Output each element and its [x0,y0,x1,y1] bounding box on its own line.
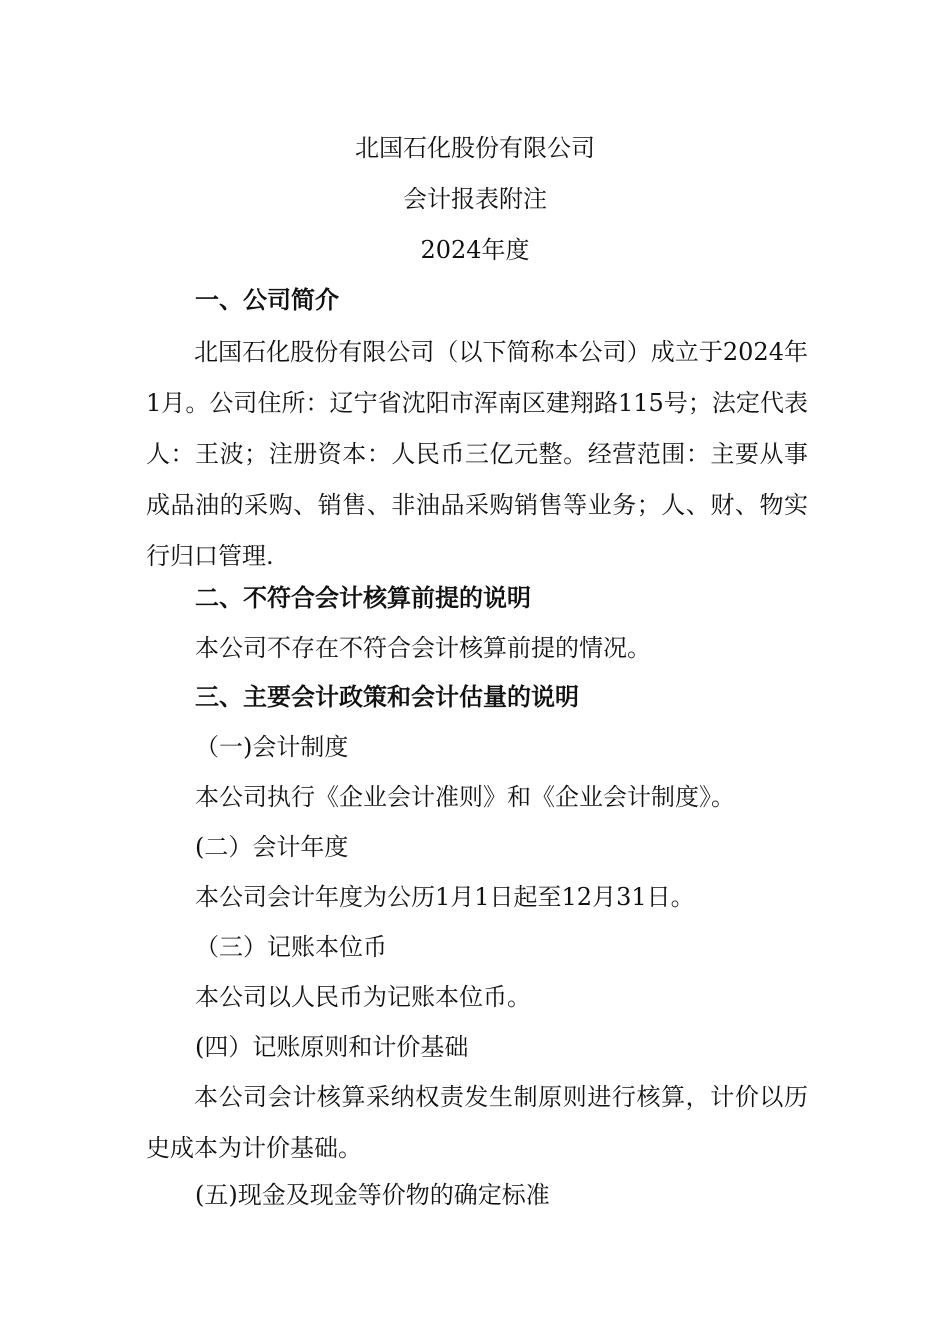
subsection-3-body: 本公司以人民币为记账本位币。 [195,983,531,1011]
section-1-body: 北国石化股份有限公司（以下简称本公司）成立于2024年1月。公司住所：辽宁省沈阳市浑南区建翔路115号；法定代表人：王波；注册资本：人民币三亿元整。经营范围：主要从事成品油的采购、销售、非油品采购销售等业务；人、财、物实行归口管理. [146,338,808,570]
subsection-1-heading: （一)会计制度 [195,733,349,761]
section-1-heading: 一、公司简介 [195,286,339,314]
subsection-4-heading: (四）记账原则和计价基础 [195,1033,469,1061]
company-name: 北国石化股份有限公司 [355,134,595,162]
subsection-2-heading: (二）会计年度 [195,833,349,861]
section-2-body: 本公司不存在不符合会计核算前提的情况。 [195,634,651,662]
report-year: 2024年度 [420,236,530,264]
document-title: 会计报表附注 [403,185,547,213]
subsection-3-heading: （三）记账本位币 [195,933,387,961]
subsection-2-body: 本公司会计年度为公历1月1日起至12月31日。 [195,883,695,911]
subsection-4-body: 本公司会计核算采纳权责发生制原则进行核算，计价以历史成本为计价基础。 [146,1083,808,1162]
section-3-heading: 三、主要会计政策和会计估量的说明 [195,683,579,711]
section-2-heading: 二、不符合会计核算前提的说明 [195,584,531,612]
subsection-1-body: 本公司执行《企业会计准则》和《企业会计制度》。 [195,783,735,811]
subsection-5-heading: (五)现金及现金等价物的确定标准 [195,1181,550,1209]
